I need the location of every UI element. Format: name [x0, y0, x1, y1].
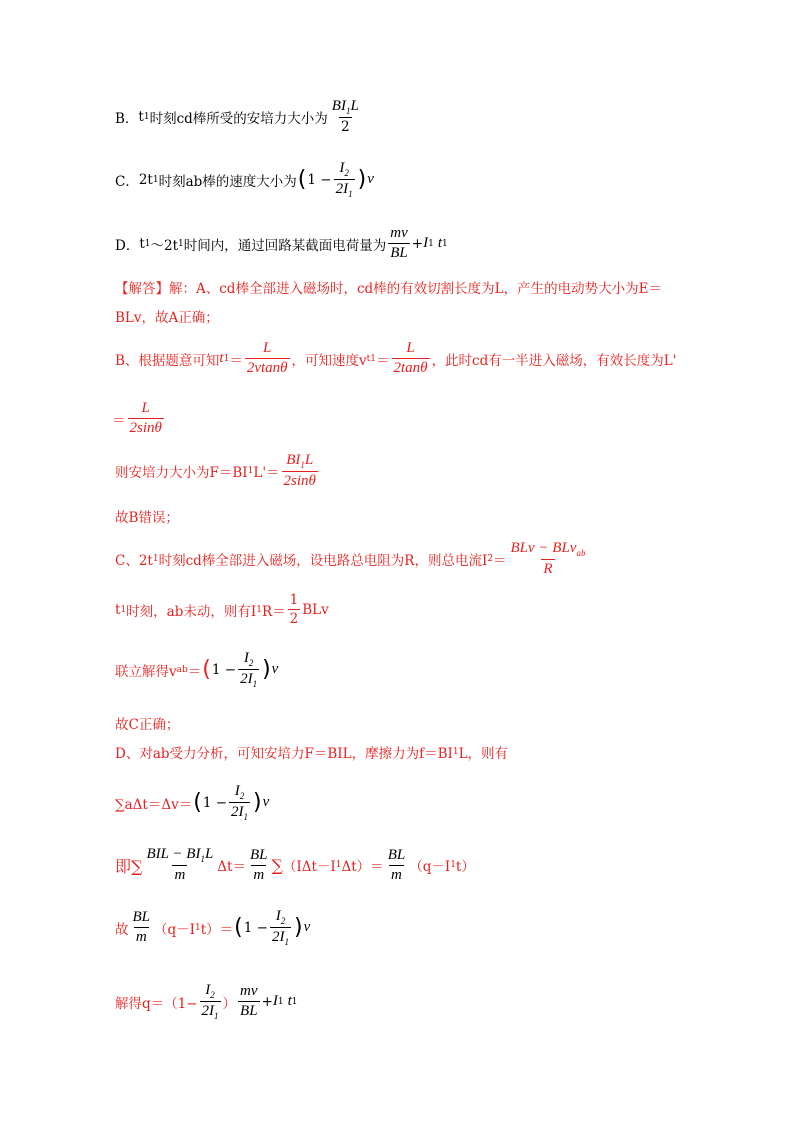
answer-c4: 故C正确； — [115, 717, 180, 733]
fraction: $\frac{mv}{BL}$ — [390, 225, 408, 261]
answer-b1: B、根据题意可知 t 1 ＝ $\frac{L}{2vtan\theta}$ ，可知速度v t1 ＝ $\frac{L}{2\tan\theta}$ ，此时cd有一半进入磁场，有效长度为L' — [115, 340, 677, 376]
answer-d2: ∑aΔt＝Δv＝ ( 1 − $\frac{I_2}{2I_1}$ ) v — [115, 783, 270, 822]
answer-c2: t 1 时刻，ab未动，则有I 1 R＝ $\frac{1}{2}$ BLv — [115, 592, 329, 627]
answer-d3: 即∑ $\frac{BIL - BI_1L}{m}$ Δt＝ $\frac{BL}{m}$ ∑ （IΔt－I 1 Δt）＝ $\frac{BL}{m}$ （q－I 1 t） — [115, 846, 475, 883]
option-d: D． t 1 ～2t 1 时间内，通过回路某截面电荷量为 $\frac{mv}{BL}$ + I 1 t 1 — [115, 225, 448, 261]
answer-a2: BLv，故A正确； — [115, 310, 219, 326]
fraction: $\frac{BI_1L}{2}$ — [331, 98, 359, 135]
answer-a1: 【解答】 解：A、cd棒全部进入磁场时，cd棒的有效切割长度为L，产生的电动势大小为E＝ — [115, 277, 662, 297]
answer-c1: C、2t 1 时刻cd棒全部进入磁场，设电路总电阻为R，则总电流I 2 ＝ $\frac{BLv - BLv_{ab}}{R}$ — [115, 540, 586, 577]
answer-d1: D、对ab受力分析，可知安培力F＝BIL，摩擦力为f＝BI 1 L，则有 — [115, 746, 509, 762]
answer-b3: 则安培力大小为F＝BI 1 L'＝ $\frac{BI_1L}{2\sin\theta}$ — [115, 452, 316, 489]
fraction: $\frac{I_2}{2I_1}$ — [335, 160, 353, 199]
answer-tag: 【解答】 — [115, 281, 169, 297]
option-c: C． 2t 1 时刻ab棒的速度大小为 ( 1 − $\frac{I_2}{2I_1}$ ) v — [115, 160, 374, 199]
answer-b2: ＝ $\frac{L}{2\sin\theta}$ — [112, 400, 162, 436]
answer-d4: 故 $\frac{BL}{m}$ （q－I 1 t）＝ ( 1 − $\frac{I_2}{2I_1}$ ) v — [115, 908, 311, 947]
answer-d5: 解得q＝（1− $\frac{I_2}{2I_1}$ ） $\frac{mv}{BL}$ + I 1 t 1 — [115, 982, 298, 1021]
option-b: B． t 1 时刻cd棒所受的安培力大小为 $\frac{BI_1L}{2}$ — [115, 98, 359, 135]
answer-b4: 故B错误； — [115, 510, 179, 526]
answer-c3: 联立解得v ab ＝ ( 1 − $\frac{I_2}{2I_1}$ ) v — [115, 650, 279, 689]
